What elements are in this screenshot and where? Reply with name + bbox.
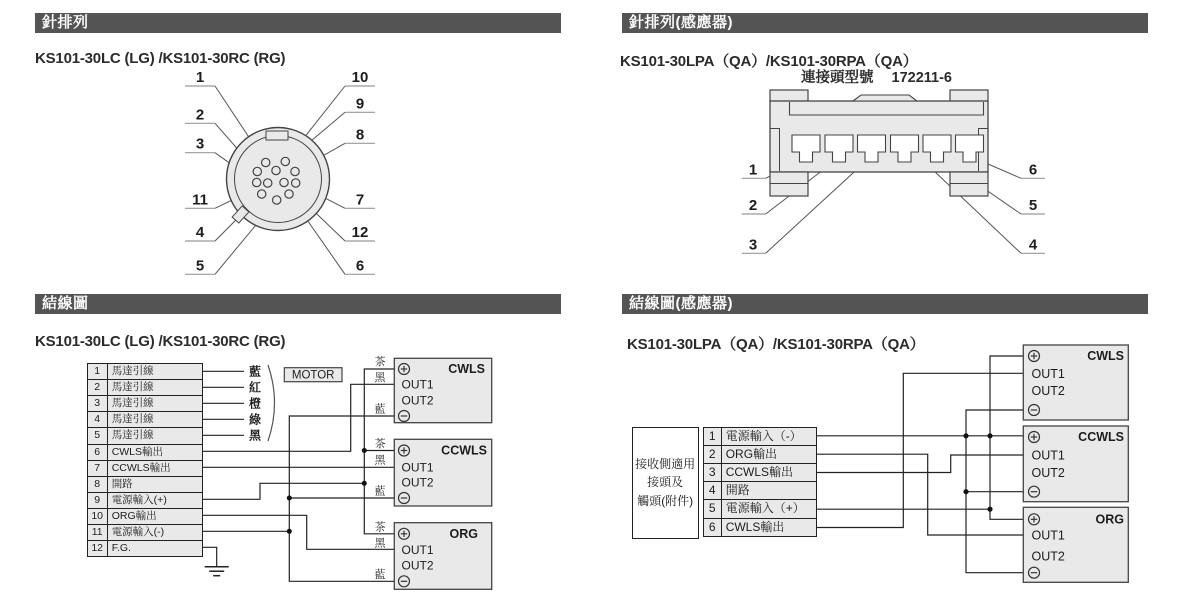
svg-text:紅: 紅	[248, 380, 262, 395]
connector-model-label: 連接頭型號	[801, 70, 874, 86]
pin-number: 4	[704, 482, 722, 499]
pin-function: 馬達引線	[108, 428, 202, 443]
svg-text:藍: 藍	[374, 569, 386, 581]
svg-text:黑: 黑	[374, 372, 386, 384]
connector-ear-left	[770, 90, 808, 102]
pin-function: 電源輸入（+）	[722, 500, 816, 517]
pin-number: 8	[88, 477, 108, 492]
table-row	[88, 492, 202, 508]
sensor-box-ccwls	[394, 439, 491, 506]
sensor-box-title: CWLS	[448, 362, 485, 376]
sensor-box-title: CWLS	[1087, 349, 1124, 363]
pin-function: 電源輸入（-）	[722, 428, 816, 445]
pin-number: 2	[704, 446, 722, 463]
pin-number: 9	[88, 493, 108, 508]
pin-function: 馬達引線	[108, 412, 202, 427]
table-row	[704, 481, 816, 499]
svg-text:11: 11	[192, 191, 208, 209]
table-row	[88, 508, 202, 524]
note-line: 接收側適用	[635, 456, 696, 471]
svg-text:藍: 藍	[374, 485, 386, 498]
pin-function: CCWLS輸出	[108, 461, 202, 476]
motor-label: MOTOR	[291, 369, 335, 382]
ground-symbol	[205, 567, 229, 576]
pin-number: 3	[704, 464, 722, 481]
signal-wires	[812, 356, 1024, 573]
svg-text:1: 1	[195, 69, 205, 86]
sensor-wiring-diagram	[812, 345, 1129, 582]
svg-text:黑: 黑	[248, 428, 262, 443]
note-line: 觸頭(附件)	[637, 493, 694, 508]
model-subtitle-pin: KS101-30LC (LG) /KS101-30RC (RG)	[35, 50, 286, 67]
pin-number: 6	[704, 519, 722, 536]
out1-label: OUT1	[1031, 528, 1065, 543]
svg-text:1: 1	[748, 161, 758, 179]
svg-text:茶: 茶	[374, 521, 386, 534]
sensor-box-ccwls	[1023, 426, 1128, 502]
table-row	[88, 524, 202, 540]
connector-ear-right	[950, 90, 988, 102]
wire-group-bracket	[268, 365, 275, 441]
pin-number: 4	[88, 412, 108, 427]
out2-label: OUT2	[401, 558, 434, 573]
wire-color-labels	[249, 364, 262, 443]
model-subtitle-wiring-sensor: KS101-30LPA（QA）/KS101-30RPA（QA）	[627, 336, 925, 353]
pin-function: CWLS輸出	[108, 445, 202, 460]
table-row	[88, 476, 202, 492]
svg-text:7: 7	[355, 191, 365, 209]
pin-function: 馬達引線	[108, 364, 202, 379]
pin-function: 馬達引線	[108, 380, 202, 395]
svg-text:黑: 黑	[374, 537, 386, 550]
sensor-box-title: CCWLS	[1078, 430, 1124, 444]
pin-function: ORG輸出	[722, 446, 816, 463]
table-row	[88, 379, 202, 395]
pin-function: ORG輸出	[108, 509, 202, 524]
svg-text:3: 3	[748, 236, 758, 254]
sensor-box-title: ORG	[449, 527, 478, 541]
model-subtitle-pin-sensor: KS101-30LPA（QA）/KS101-30RPA（QA）	[620, 53, 918, 70]
pin-function: CWLS輸出	[722, 519, 816, 536]
pin-number: 2	[88, 380, 108, 395]
pin-function: 電源輸入(-)	[108, 525, 202, 540]
svg-text:茶: 茶	[374, 438, 386, 450]
out1-label: OUT1	[1031, 448, 1065, 463]
table-row	[88, 395, 202, 411]
connector-top-bump	[853, 95, 917, 101]
pin-number: 7	[88, 461, 108, 476]
svg-text:5: 5	[1028, 197, 1038, 214]
svg-text:黑: 黑	[374, 454, 386, 467]
out2-label: OUT2	[1031, 549, 1065, 564]
pin-function: 開路	[722, 482, 816, 499]
sensor-box-org	[1023, 507, 1128, 582]
wiring-diagram	[198, 354, 491, 589]
table-row	[88, 427, 202, 443]
sensor-box-cwls	[394, 358, 491, 422]
table-row	[88, 411, 202, 427]
table-row	[704, 445, 816, 463]
svg-text:8: 8	[355, 126, 365, 144]
svg-text:茶: 茶	[374, 356, 386, 368]
signal-wires	[198, 369, 394, 581]
pin-number: 6	[88, 445, 108, 460]
svg-text:12: 12	[351, 224, 369, 241]
table-row	[704, 428, 816, 445]
section-title: 針排列	[42, 14, 89, 31]
table-row	[704, 499, 816, 517]
svg-text:2: 2	[195, 106, 205, 124]
model-subtitle-wiring: KS101-30LC (LG) /KS101-30RC (RG)	[35, 333, 286, 350]
out1-label: OUT1	[401, 542, 434, 557]
pin-number: 5	[88, 428, 108, 443]
motor-wire-stubs	[198, 371, 244, 435]
svg-text:6: 6	[1028, 161, 1038, 179]
out1-label: OUT1	[1031, 366, 1065, 381]
table-row	[704, 463, 816, 481]
out2-label: OUT2	[401, 475, 434, 490]
table-row	[88, 460, 202, 476]
out2-label: OUT2	[1031, 384, 1065, 399]
round-connector-diagram	[185, 69, 375, 274]
out1-label: OUT1	[401, 377, 434, 392]
pin-function: CCWLS輸出	[722, 464, 816, 481]
section-title: 結線圖(感應器)	[629, 295, 733, 312]
driver-terminal-table	[87, 363, 203, 557]
pin-function: F.G.	[108, 541, 202, 556]
pin-number: 5	[704, 500, 722, 517]
pin-number: 1	[704, 428, 722, 445]
junction-dots	[287, 448, 367, 534]
svg-text:9: 9	[355, 95, 365, 113]
section-title: 針排列(感應器)	[629, 14, 733, 31]
sensor-box-cwls	[1023, 345, 1128, 420]
junction-dots	[963, 433, 992, 512]
pin-number: 10	[88, 509, 108, 524]
pin-function: 馬達引線	[108, 396, 202, 411]
pin-number: 12	[88, 541, 108, 556]
pin-number: 1	[88, 364, 108, 379]
table-row	[704, 518, 816, 536]
svg-text:藍: 藍	[248, 364, 262, 379]
table-row	[88, 364, 202, 379]
out2-label: OUT2	[401, 393, 434, 408]
table-row	[88, 444, 202, 460]
svg-text:綠: 綠	[248, 412, 262, 427]
svg-text:藍: 藍	[374, 403, 386, 416]
pin-number: 11	[88, 525, 108, 540]
section-title: 結線圖	[42, 295, 89, 312]
svg-text:橙: 橙	[248, 396, 262, 411]
pin-function: 電源輸入(+)	[108, 493, 202, 508]
pin-number: 3	[88, 396, 108, 411]
svg-text:4: 4	[1028, 236, 1038, 254]
sensor-box-org	[394, 523, 491, 590]
sensor-connector-diagram	[742, 90, 1045, 253]
receiver-connector-note	[632, 427, 699, 539]
sensor-box-title: CCWLS	[441, 443, 487, 458]
svg-text:10: 10	[351, 69, 369, 86]
connector-model-number: 172211-6	[891, 70, 952, 86]
table-row	[88, 540, 202, 556]
connector-inner-ring	[235, 136, 322, 223]
out1-label: OUT1	[401, 460, 434, 475]
pin-function: 開路	[108, 477, 202, 492]
sensor-box-title: ORG	[1095, 512, 1124, 527]
svg-text:5: 5	[195, 257, 205, 275]
sensor-terminal-table	[703, 427, 817, 537]
out2-label: OUT2	[1031, 466, 1065, 481]
svg-text:6: 6	[355, 257, 365, 275]
note-line: 接頭及	[647, 475, 684, 490]
svg-text:2: 2	[748, 197, 758, 214]
svg-text:3: 3	[195, 135, 205, 153]
svg-text:4: 4	[195, 224, 205, 241]
keyway-notch-top	[266, 131, 288, 140]
